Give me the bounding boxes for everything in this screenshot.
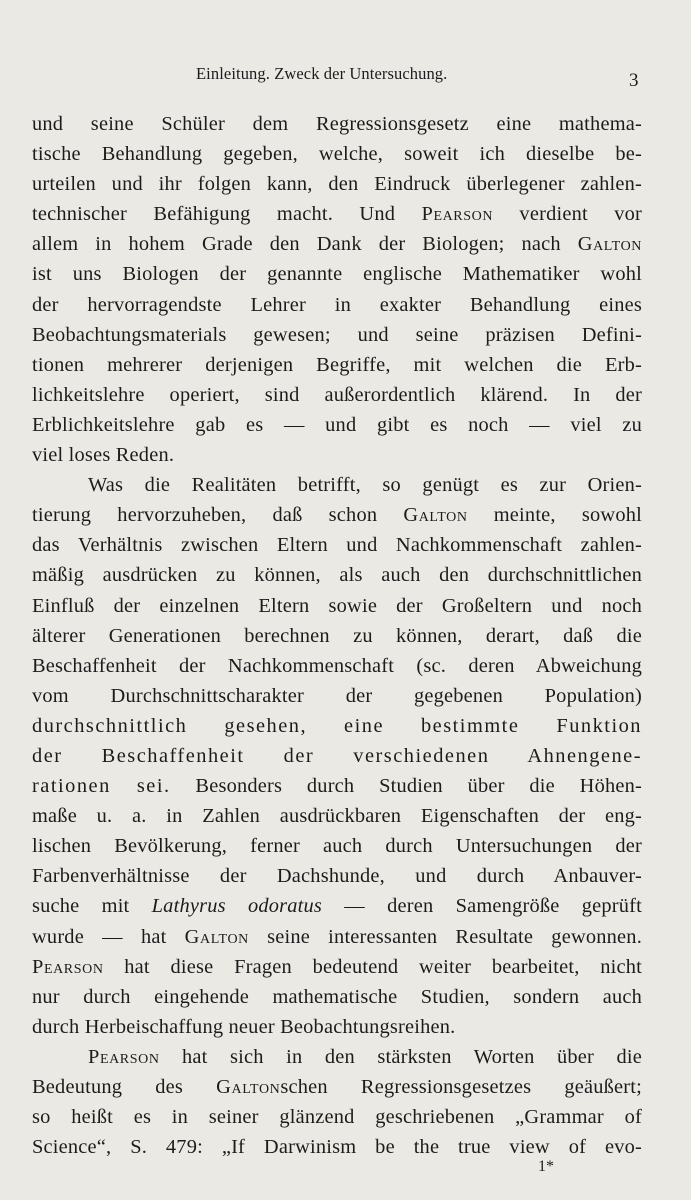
text-line: allem in hohem Grade den Dank der Biologen; nach Galton (32, 233, 642, 256)
author-name: Pearson (421, 203, 494, 226)
text-line: durchschnittlich gesehen, eine bestimmte Funktion (32, 714, 642, 737)
text-line: viel loses Reden. (32, 444, 175, 467)
author-name: Galton (184, 925, 249, 948)
text-line: Bedeutung des Galtonschen Regressionsgesetzes geäußert; (32, 1076, 642, 1098)
text-line: der hervorragendste Lehrer in exakter Behandlung eines (32, 293, 642, 316)
text-line: suche mit Lathyrus odoratus — deren Samengröße geprüft (32, 895, 642, 918)
text-line: Was die Realitäten betrifft, so genügt es zur Orien- (88, 474, 642, 497)
page-number: 3 (629, 70, 639, 91)
text-line: der Beschaffenheit der verschiedenen Ahnengene- (32, 744, 642, 767)
text-line: ist uns Biologen der genannte englische Mathematiker wohl (32, 263, 642, 286)
text-line: Erblichkeitslehre gab es — und gibt es noch — viel zu (32, 413, 642, 436)
text-line: so heißt es in seiner glänzend geschriebenen „Grammar of (32, 1106, 642, 1129)
text-line: lichkeitslehre operiert, sind außerordentlich klärend. In der (32, 383, 642, 406)
text-line: das Verhältnis zwischen Eltern und Nachkommenschaft zahlen- (32, 534, 642, 557)
running-header (0, 64, 691, 91)
text-line: mäßig ausdrücken zu können, als auch den durchschnittlichen (32, 564, 642, 587)
text-line: urteilen und ihr folgen kann, den Eindruck überlegener zahlen- (32, 173, 642, 196)
text-line: Science“, S. 479: „If Darwinism be the true view of evo- (32, 1136, 642, 1159)
text-line: Beobachtungsmaterials gewesen; und seine präzisen Defini- (32, 323, 642, 346)
text-line: lischen Bevölkerung, ferner auch durch Untersuchungen der (32, 835, 642, 858)
text-line: älterer Generationen berechnen zu können, derart, daß die (32, 624, 642, 647)
text-line: vom Durchschnittscharakter der gegebenen Population) (32, 684, 642, 707)
text-line: durch Herbeischaffung neuer Beobachtungsreihen. (32, 1015, 456, 1038)
text-line: technischer Befähigung macht. Und Pearson verdient vor (32, 203, 642, 226)
author-name: Pearson (32, 955, 104, 978)
author-name: Pearson (88, 1045, 160, 1068)
text-line: nur durch eingehende mathematische Studien, sondern auch (32, 985, 642, 1008)
text-line: Beschaffenheit der Nachkommenschaft (sc. deren Abweichung (32, 654, 642, 677)
signature-mark: 1* (538, 1158, 554, 1175)
text-line: tionen mehrerer derjenigen Begriffe, mit welchen die Erb- (32, 353, 642, 376)
text-line: maße u. a. in Zahlen ausdrückbaren Eigenschaften der eng- (32, 805, 642, 828)
author-name: Galton (403, 504, 468, 527)
text-line: Pearson hat sich in den stärksten Worten über die (88, 1045, 642, 1068)
author-name: Galton (577, 233, 642, 256)
species-name: Lathyrus odoratus (151, 895, 323, 918)
text-line: Pearson hat diese Fragen bedeutend weiter bearbeitet, nicht (32, 955, 642, 978)
text-line: wurde — hat Galton seine interessanten Resultate gewonnen. (32, 925, 642, 948)
author-name: Galton (216, 1076, 281, 1098)
text-line: rationen sei. Besonders durch Studien über die Höhen- (32, 775, 642, 798)
text-line: und seine Schüler dem Regressionsgesetz eine mathema- (32, 113, 642, 135)
running-title: Einleitung. Zweck der Untersuchung. (196, 64, 448, 83)
text-line: tische Behandlung gegeben, welche, soweit ich dieselbe be- (32, 143, 642, 166)
text-line: tierung hervorzuheben, daß schon Galton meinte, sowohl (32, 504, 642, 527)
body-text (32, 109, 642, 1162)
text-line: Einfluß der einzelnen Eltern sowie der Großeltern und noch (32, 594, 642, 617)
text-line: Farbenverhältnisse der Dachshunde, und durch Anbauver- (32, 865, 642, 888)
